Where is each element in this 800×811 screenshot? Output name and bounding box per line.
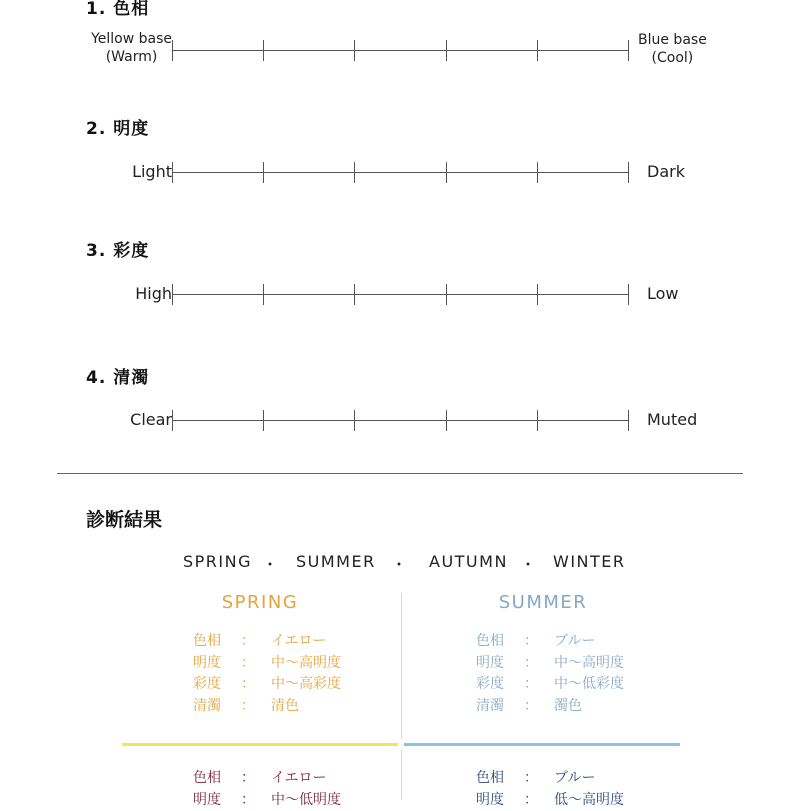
scale-right-label-lightness: Dark bbox=[647, 162, 685, 181]
scale-tick bbox=[172, 162, 173, 183]
scale-left-label-lightness: Light bbox=[132, 162, 172, 181]
scale-tick bbox=[354, 410, 355, 431]
season-separator: ・ bbox=[520, 555, 538, 574]
scale-tick bbox=[263, 410, 264, 431]
scale-tick bbox=[628, 40, 629, 61]
scale-line-lightness bbox=[172, 172, 629, 173]
quadrant-vertical-divider-top bbox=[401, 593, 402, 739]
section-divider bbox=[57, 473, 743, 474]
scale-line-hue bbox=[172, 50, 629, 51]
quadrant-title-summer: SUMMER bbox=[498, 592, 588, 613]
summer-color-bar bbox=[404, 743, 680, 746]
scale-tick bbox=[263, 284, 264, 305]
season-separator: ・ bbox=[391, 555, 409, 574]
scale-tick bbox=[172, 410, 173, 431]
scale-tick bbox=[537, 162, 538, 183]
quadrant-attrs-autumn: 色相 ： イエロー 明度 ： 中〜低明度 bbox=[193, 770, 341, 808]
quadrant-title-spring: SPRING bbox=[221, 592, 299, 613]
scale-right-label-clarity: Muted bbox=[647, 410, 698, 429]
result-title: 診断結果 bbox=[86, 509, 163, 531]
scale-tick bbox=[537, 284, 538, 305]
scale-tick bbox=[537, 40, 538, 61]
scale-tick bbox=[446, 162, 447, 183]
scale-tick bbox=[628, 284, 629, 305]
scale-line-saturation bbox=[172, 294, 629, 295]
scale-tick bbox=[628, 162, 629, 183]
quadrant-attrs-winter: 色相 ： ブルー 明度 ： 低〜高明度 bbox=[476, 770, 624, 808]
quadrant-vertical-divider-bottom bbox=[401, 750, 402, 800]
season-separator: ・ bbox=[262, 555, 280, 574]
scale-tick bbox=[172, 284, 173, 305]
scale-tick bbox=[446, 284, 447, 305]
scale-right-label-saturation: Low bbox=[647, 284, 679, 303]
scale-tick bbox=[354, 162, 355, 183]
scale-line-clarity bbox=[172, 420, 629, 421]
scale-tick bbox=[263, 162, 264, 183]
section-title-hue: 1. 色相 bbox=[86, 0, 150, 19]
section-title-saturation: 3. 彩度 bbox=[86, 241, 150, 261]
scale-left-label-hue: Yellow base (Warm) bbox=[91, 31, 172, 65]
season-summer: SUMMER bbox=[296, 552, 376, 571]
season-winter: WINTER bbox=[553, 552, 626, 571]
scale-tick bbox=[537, 410, 538, 431]
quadrant-attrs-summer: 色相 ： ブルー 明度 ： 中〜高明度 彩度 ： 中〜低彩度 清濁 ： 濁色 bbox=[476, 633, 624, 714]
scale-tick bbox=[446, 40, 447, 61]
quadrant-attrs-spring: 色相 ： イエロー 明度 ： 中〜高明度 彩度 ： 中〜高彩度 清濁 ： 清色 bbox=[193, 633, 341, 714]
season-autumn: AUTUMN bbox=[429, 552, 508, 571]
scale-left-label-saturation: High bbox=[135, 284, 172, 303]
spring-color-bar bbox=[122, 743, 398, 746]
scale-tick bbox=[263, 40, 264, 61]
scale-tick bbox=[172, 40, 173, 61]
section-title-lightness: 2. 明度 bbox=[86, 119, 150, 139]
season-spring: SPRING bbox=[183, 552, 253, 571]
section-title-clarity: 4. 清濁 bbox=[86, 368, 150, 388]
scale-tick bbox=[354, 40, 355, 61]
scale-left-label-clarity: Clear bbox=[130, 410, 172, 429]
scale-right-label-hue: Blue base (Cool) bbox=[638, 32, 707, 66]
scale-tick bbox=[628, 410, 629, 431]
scale-tick bbox=[354, 284, 355, 305]
scale-tick bbox=[446, 410, 447, 431]
